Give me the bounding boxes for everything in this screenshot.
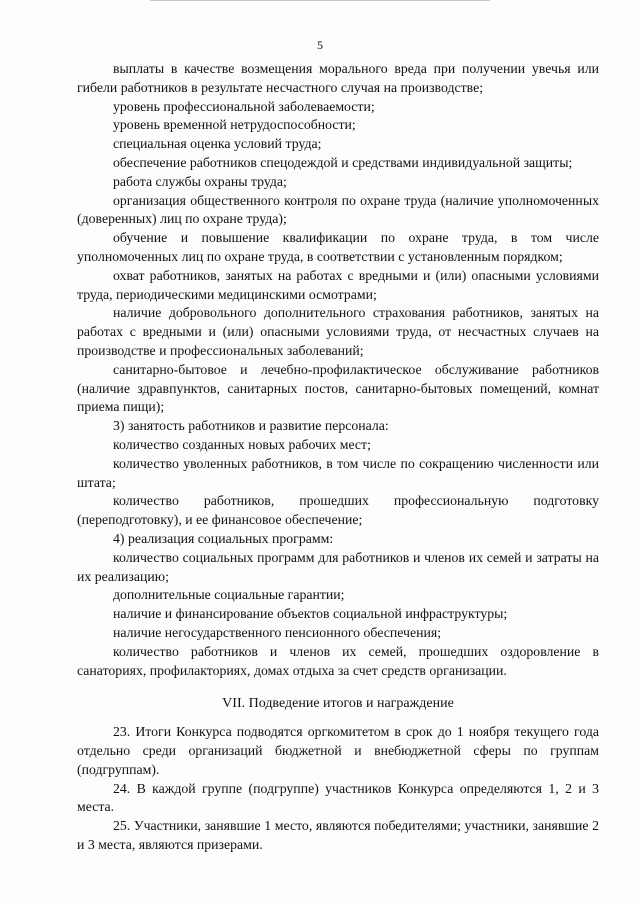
- paragraph: выплаты в качестве возмещения морального вреда при получении увечья или гибели работников в результате несчастного случая на производстве;: [77, 61, 599, 95]
- paragraph: наличие и финансирование объектов социальной инфраструктуры;: [113, 606, 508, 622]
- paragraph: наличие негосударственного пенсионного обеспечения;: [113, 624, 442, 640]
- paragraph: организация общественного контроля по охране труда (наличие уполномоченных (доверенных) лиц по охране труда);: [77, 192, 599, 227]
- document-body: [77, 60, 599, 855]
- paragraph: охват работников, занятых на работах с вредными и (или) опасными условиями труда, периодическими медицинскими осмотрами;: [77, 267, 599, 302]
- paragraph: 24. В каждой группе (подгруппе) участников Конкурса определяются 1, 2 и 3 места.: [77, 780, 599, 815]
- paragraph: количество социальных программ для работников и членов их семей и затраты на их реализацию;: [77, 549, 599, 584]
- paragraphs-after: [77, 723, 599, 855]
- paragraph: дополнительные социальные гарантии;: [113, 587, 345, 603]
- paragraph: 4) реализация социальных программ:: [113, 530, 334, 546]
- paragraph: обеспечение работников спецодеждой и средствами индивидуальной защиты;: [113, 154, 573, 170]
- page-number: 5: [317, 38, 323, 52]
- paragraph: 23. Итоги Конкурса подводятся оргкомитетом в срок до 1 ноября текущего года отдельно среди организаций бюджетной и внебюджетной сферы по группам (подгруппам).: [77, 724, 599, 777]
- paragraph: 25. Участники, занявшие 1 место, являются победителями; участники, занявшие 2 и 3 места, являются призерами.: [77, 818, 599, 853]
- paragraph: обучение и повышение квалификации по охране труда, в том числе уполномоченных лиц по охране труда, в соответствии с установленным порядком;: [77, 230, 599, 264]
- paragraph: уровень временной нетрудоспособности;: [113, 117, 356, 133]
- paragraph: количество работников, прошедших профессиональную подготовку (переподготовку), и ее финансовое обеспечение;: [77, 493, 599, 528]
- paragraph: специальная оценка условий труда;: [113, 136, 322, 152]
- paragraphs-before: [77, 60, 599, 680]
- paragraph: 3) занятость работников и развитие персонала:: [113, 418, 389, 434]
- paragraph: количество работников и членов их семей, прошедших оздоровление в санаториях, профилакториях, домах отдыха за счет средств организации.: [77, 643, 599, 678]
- paragraph: наличие добровольного дополнительного страхования работников, занятых на работах с вредными и (или) опасными условиями труда, от несчастных случаев на производстве и профессиональных заболеваний;: [77, 305, 599, 358]
- paragraph: уровень профессиональной заболеваемости;: [113, 98, 375, 114]
- scan-edge-line: [150, 0, 490, 1]
- paragraph: количество созданных новых рабочих мест;: [113, 436, 371, 452]
- paragraph: количество уволенных работников, в том числе по сокращению численности или штата;: [77, 455, 599, 490]
- paragraph: работа службы охраны труда;: [113, 173, 287, 189]
- section-heading: VII. Подведение итогов и награждение: [222, 696, 454, 712]
- paragraph: санитарно-бытовое и лечебно-профилактическое обслуживание работников (наличие здравпунктов, санитарных постов, санитарно-бытовых помещений, комнат приема пищи);: [77, 361, 599, 415]
